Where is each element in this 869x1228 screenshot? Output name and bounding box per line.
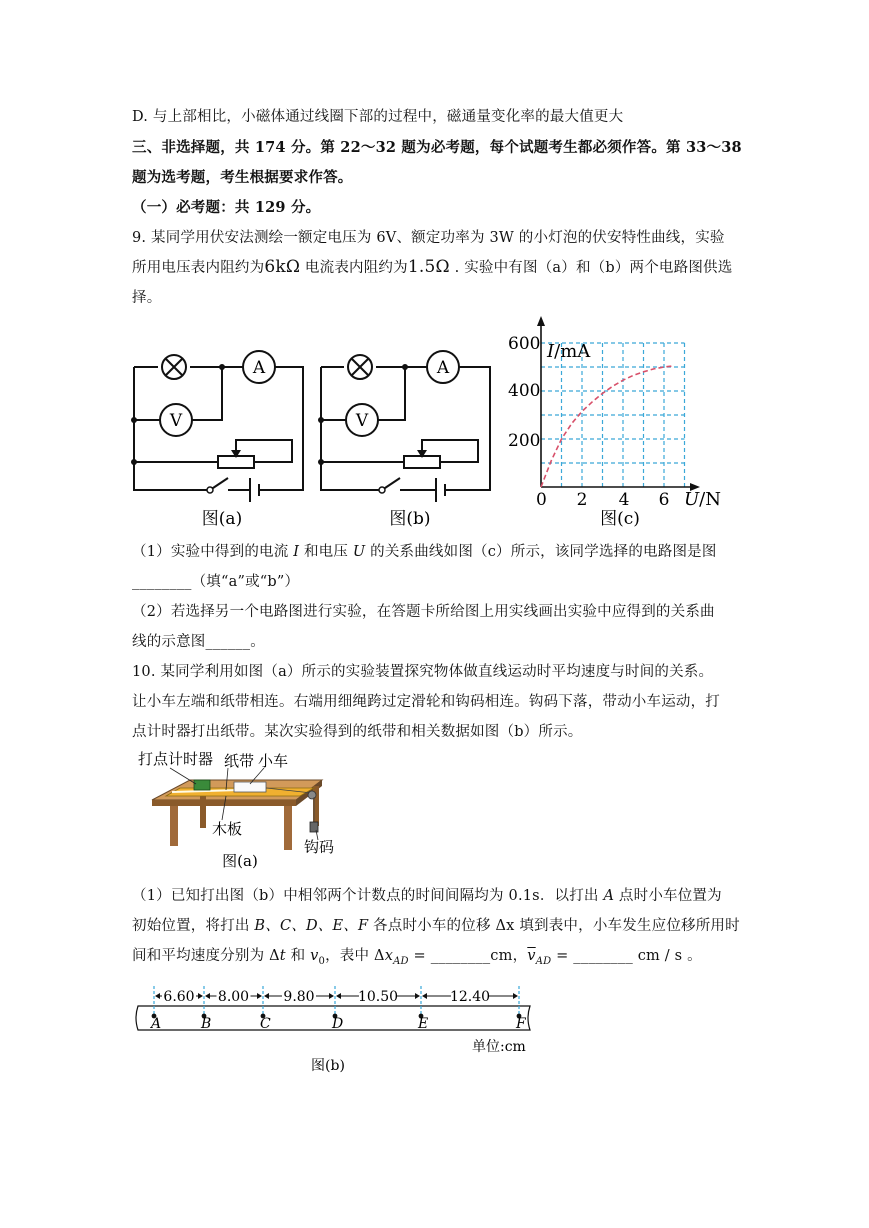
caption-b: 图(b) — [389, 509, 431, 529]
circuit-b — [321, 351, 490, 502]
ammeter-label-a: A — [252, 358, 266, 378]
caption-c: 图(c) — [600, 509, 640, 529]
chart-y-arrow — [537, 316, 545, 326]
table-front — [152, 800, 296, 806]
tape-caption: 图(b) — [311, 1058, 345, 1074]
point-b-label: B — [201, 1016, 212, 1032]
tape-dim-arrow — [205, 993, 210, 999]
chart-y-tick: 200 — [508, 431, 541, 451]
q10-var: v — [310, 948, 319, 964]
q10-var: A — [603, 888, 615, 904]
junction-dot — [131, 417, 137, 423]
tape-distance-label: 9.80 — [283, 989, 315, 1005]
weight — [310, 822, 318, 832]
tape-unit: 单位:cm — [472, 1039, 526, 1055]
option-d: D. 与上部相比，小磁体通过线圈下部的过程中，磁通量变化率的最大值更大 — [132, 109, 624, 125]
chart-x-label — [684, 489, 721, 510]
table-leg — [170, 806, 178, 846]
tape-dim-arrow — [155, 993, 160, 999]
section-heading-cont: 题为选考题，考生根据要求作答。 — [132, 169, 353, 186]
junction-dot — [318, 417, 324, 423]
voltmeter-label-a: V — [169, 411, 183, 431]
q9-part1-text: （1）实验中得到的电流 — [132, 544, 294, 560]
point-e-label: E — [418, 1016, 429, 1032]
q9-voltmeter-resistance: 6kΩ — [264, 257, 301, 277]
chart-y-label-unit: /mA — [554, 341, 591, 362]
tape-dim-arrow — [336, 993, 341, 999]
ammeter-label-b: A — [436, 358, 450, 378]
tape-distance-label: 10.50 — [357, 989, 399, 1005]
question-9-text: 9. 某同学用伏安法测绘一额定电压为 6V、额定功率为 3W 的小灯泡的伏安特性曲线，实验 — [132, 230, 725, 246]
q9-text-part: 电流表内阻约为 — [300, 260, 408, 276]
point-a-label: A — [151, 1016, 162, 1032]
chart-x-tick: 4 — [618, 490, 630, 510]
apparatus-caption: 图(a) — [222, 852, 258, 870]
q9-part2-cont: 线的示意图______。 — [132, 634, 265, 650]
tape-distance-label: 12.40 — [449, 989, 491, 1005]
q10-var: B、C、D、E、F — [254, 918, 369, 934]
weight-label: 钩码 — [304, 838, 335, 856]
pulley — [308, 791, 316, 799]
chart-y-label-var: I — [547, 341, 555, 362]
tape-dim-arrow — [264, 993, 269, 999]
q10-var: t — [279, 948, 286, 964]
point-d-label: D — [332, 1016, 344, 1032]
tape-dim-arrow — [198, 993, 203, 999]
junction-dot — [219, 364, 225, 370]
question-10-text-3: 点计时器打出纸带。某次实验得到的纸带和相关数据如图（b）所示。 — [132, 724, 583, 740]
junction-dot — [131, 459, 137, 465]
tape-dim-arrow — [257, 993, 262, 999]
q10-sub: AD — [535, 955, 552, 967]
callout-line — [170, 768, 196, 784]
chart-y-tick: 600 — [508, 334, 541, 354]
voltmeter-label-b: V — [355, 411, 369, 431]
junction-dot — [402, 364, 408, 370]
tape-dim-arrow — [422, 993, 427, 999]
chart-x-tick: 6 — [658, 490, 670, 510]
tape-label: 纸带 — [224, 752, 255, 770]
section-heading: 三、非选择题，共 174 分。第 22～32 题为必考题，每个试题考生都必须作答。第 33～38 — [132, 139, 742, 156]
table-leg — [284, 806, 292, 850]
q10-text: 间和平均速度分别为 Δ — [132, 948, 280, 964]
switch-pivot — [207, 487, 213, 493]
tape-dim-arrow — [513, 993, 518, 999]
q10-text: ，表中 Δ — [325, 948, 385, 964]
q10-text: 初始位置，将打出 — [132, 918, 255, 934]
q9-ammeter-resistance: 1.5Ω — [407, 257, 450, 277]
q10-part1-2 — [132, 914, 740, 935]
caption-a: 图(a) — [201, 509, 243, 529]
chart-y-tick: 400 — [508, 381, 541, 401]
q9-part1-blank: ________（填“a”或“b”） — [132, 574, 300, 590]
q10-text: 和 — [285, 948, 311, 964]
point-c-label: C — [260, 1016, 271, 1032]
q9-part1 — [132, 540, 717, 561]
chart-x-label-unit: /N — [699, 489, 721, 510]
q10-sub: AD — [393, 955, 409, 967]
q10-text: = ________ cm / s 。 — [551, 948, 702, 964]
q10-part1 — [132, 884, 722, 905]
board-label: 木板 — [212, 820, 243, 838]
q10-text: 点时小车位置为 — [614, 888, 722, 904]
subsection-heading: （一）必考题：共 129 分。 — [132, 199, 321, 216]
chart-y-label — [546, 341, 591, 362]
tape-distance-label: 8.00 — [217, 989, 250, 1005]
q9-part1-var-i: I — [293, 544, 300, 560]
tape-dim-arrow — [329, 993, 334, 999]
q9-text-part: 所用电压表内阻约为 — [132, 260, 265, 276]
question-10-text: 10. 某同学利用如图（a）所示的实验装置探究物体做直线运动时平均速度与时间的关系。 — [132, 664, 714, 680]
q10-var-vbar: $\overline{v}$ — [527, 948, 536, 964]
chart-origin: 0 — [536, 490, 547, 510]
q10-text: = ________cm， — [408, 948, 528, 964]
q9-part2: （2）若选择另一个电路图进行实验，在答题卡所给图上用实线画出实验中应得到的关系曲 — [132, 604, 715, 620]
q10-var: x — [384, 948, 394, 964]
tape-figure — [136, 986, 530, 1032]
switch-pivot — [379, 487, 385, 493]
tape-distance-label: 6.60 — [163, 989, 195, 1005]
q10-text: 各点时小车的位移 Δx 填到表中，小车发生应位移所用时 — [368, 918, 740, 934]
timer-device — [194, 780, 210, 790]
timer-label: 打点计时器 — [138, 750, 214, 768]
point-f-label: F — [516, 1016, 526, 1032]
q10-part1-3 — [132, 944, 702, 967]
junction-dot — [318, 459, 324, 465]
circuit-a — [134, 351, 303, 502]
q9-part1-text: 和电压 — [299, 544, 353, 560]
car-label: 小车 — [258, 752, 289, 770]
q10-text: （1）已知打出图（b）中相邻两个计数点的时间间隔均为 0.1s．以打出 — [132, 888, 604, 904]
question-10-text-2: 让小车左端和纸带相连。右端用细绳跨过定滑轮和钩码相连。钩码下落，带动小车运动，打 — [132, 694, 720, 710]
tape-dim-arrow — [415, 993, 420, 999]
q9-text-part: . 实验中有图（a）和（b）两个电路图供选 — [449, 260, 733, 276]
q10-sub: 0 — [318, 955, 326, 967]
chart-series-line — [541, 366, 674, 487]
q9-part1-text: 的关系曲线如图（c）所示，该同学选择的电路图是图 — [365, 544, 717, 560]
question-9-text-3: 择。 — [132, 290, 162, 306]
chart-x-tick: 2 — [576, 490, 588, 510]
q9-part1-var-u: U — [352, 544, 366, 560]
chart-x-label-var: U — [684, 489, 700, 510]
